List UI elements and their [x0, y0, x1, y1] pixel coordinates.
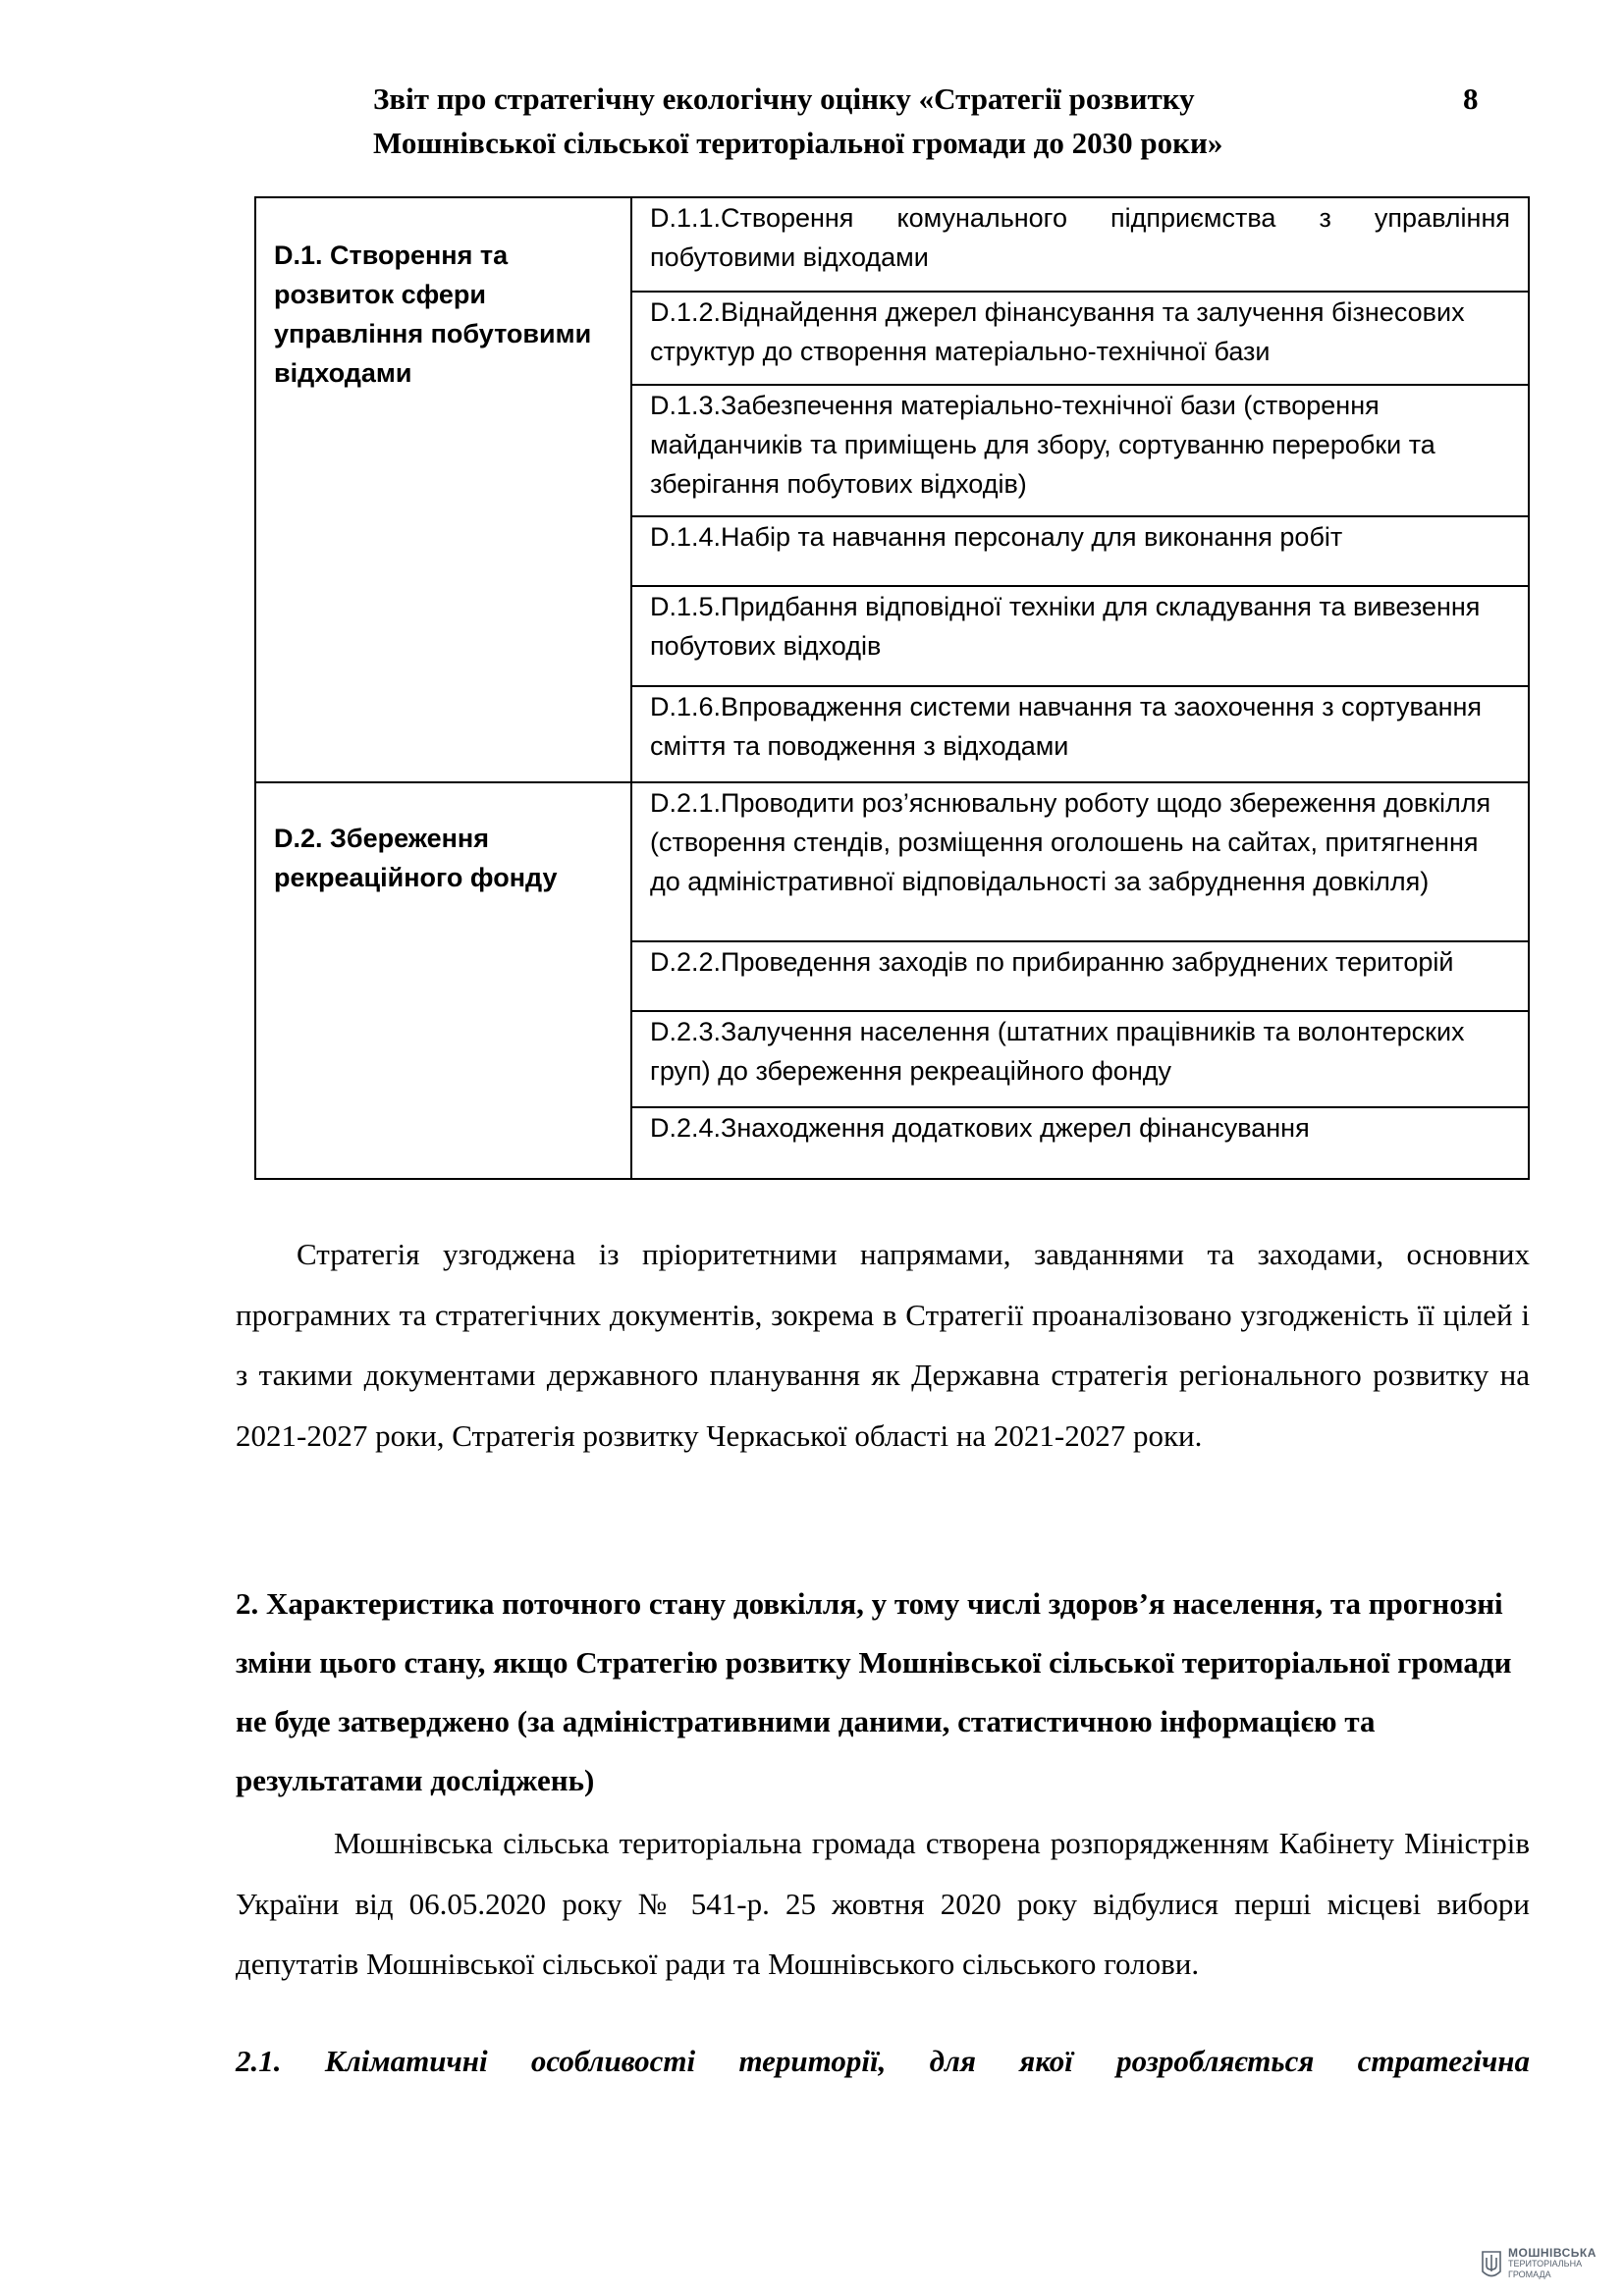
table-row [255, 782, 1529, 941]
task-text: D.2.4.Знаходження додаткових джерел фінансування [650, 1113, 1310, 1143]
task-text: D.1.5.Придбання відповідної техніки для складування та вивезення побутових відходів [650, 592, 1481, 661]
task-text: D.2.2.Проведення заходів по прибиранню забруднених територій [650, 947, 1454, 977]
task-cell [631, 292, 1529, 385]
task-cell [631, 941, 1529, 1011]
watermark-line2: ТЕРИТОРІАЛЬНА [1508, 2259, 1583, 2269]
trident-emblem-icon [1481, 2250, 1502, 2281]
goal-cell-d1 [255, 197, 631, 782]
body-paragraph-community [236, 1813, 1530, 1995]
subsection-heading: 2.1. Кліматичні особливості території, для якої розробляється стратегічна [236, 2044, 1530, 2078]
paragraph-text: Мошнівська сільська територіальна громада створена розпорядженням Кабінету Міністрів України від 06.05.2020 року № 541-р. 25 жовтня 2020 року відбулися перші місцеві вибори депутатів Мошнівської сільської ради та Мошнівського сільського голови. [236, 1826, 1530, 1981]
paragraph-text: Стратегія узгоджена із пріоритетними напрямами, завданнями та заходами, основних програмних та стратегічних документів, зокрема в Стратегії проаналізовано узгодженість її цілей і з такими документами державного планування як Державна стратегія регіонального розвитку на 2021-2027 роки, Стратегія розвитку Черкаської області на 2021-2027 роки. [236, 1237, 1530, 1453]
task-text: D.1.1.Створення комунального підприємства з управління побутовими відходами [650, 203, 1510, 272]
goal-cell-d2 [255, 782, 631, 1179]
task-cell [631, 686, 1529, 782]
strategy-measures-table [254, 196, 1530, 1180]
task-cell [631, 516, 1529, 586]
table-row [255, 197, 1529, 292]
task-cell [631, 1011, 1529, 1107]
community-watermark-logo [1481, 2248, 1618, 2287]
task-cell [631, 1107, 1529, 1179]
task-text: D.1.3.Забезпечення матеріально-технічної бази (створення майданчиків та приміщень для збору, сортуванню переробки та зберігання побутових відходів) [650, 391, 1435, 499]
page-number: 8 [1463, 81, 1479, 116]
task-text: D.1.6.Впровадження системи навчання та заохочення з сортування сміття та поводження з відходами [650, 692, 1483, 761]
goal-title: D.1. Створення та розвиток сфери управління побутовими відходами [274, 240, 592, 388]
document-title [373, 77, 1223, 165]
goal-title: D.2. Збереження рекреаційного фонду [274, 824, 558, 892]
task-cell [631, 586, 1529, 686]
task-text: D.2.3.Залучення населення (штатних працівників та волонтерских груп) до збереження рекреаційного фонду [650, 1017, 1465, 1086]
watermark-line3: ГРОМАДА [1508, 2269, 1551, 2279]
watermark-text [1508, 2248, 1597, 2280]
task-cell [631, 197, 1529, 292]
task-cell [631, 385, 1529, 516]
task-text: D.1.2.Віднайдення джерел фінансування та залучення бізнесових структур до створення матеріально-технічної бази [650, 297, 1465, 366]
task-text: D.2.1.Проводити роз’яснювальну роботу щодо збереження довкілля (створення стендів, розміщення оголошень на сайтах, притягнення до адміністративної відповідальності за забруднення довкілля) [650, 788, 1491, 896]
task-text: D.1.4.Набір та навчання персоналу для виконання робіт [650, 522, 1343, 552]
body-paragraph-strategy-alignment [236, 1224, 1530, 1466]
task-cell [631, 782, 1529, 941]
watermark-line1: МОШНІВСЬКА [1508, 2246, 1597, 2260]
section-heading: 2. Характеристика поточного стану довкілля, у тому числі здоров’я населення, та прогнозні зміни цього стану, якщо Стратегію розвитку Мошнівської сільської територіальної громади не буде затверджено (за адміністративними даними, статистичною інформацією та результатами досліджень) [236, 1586, 1512, 1797]
document-title-line2: Мошнівської сільської територіальної громади до 2030 роки» [373, 126, 1223, 160]
document-title-line1: Звіт про стратегічну екологічну оцінку «Стратегії розвитку [373, 81, 1195, 116]
